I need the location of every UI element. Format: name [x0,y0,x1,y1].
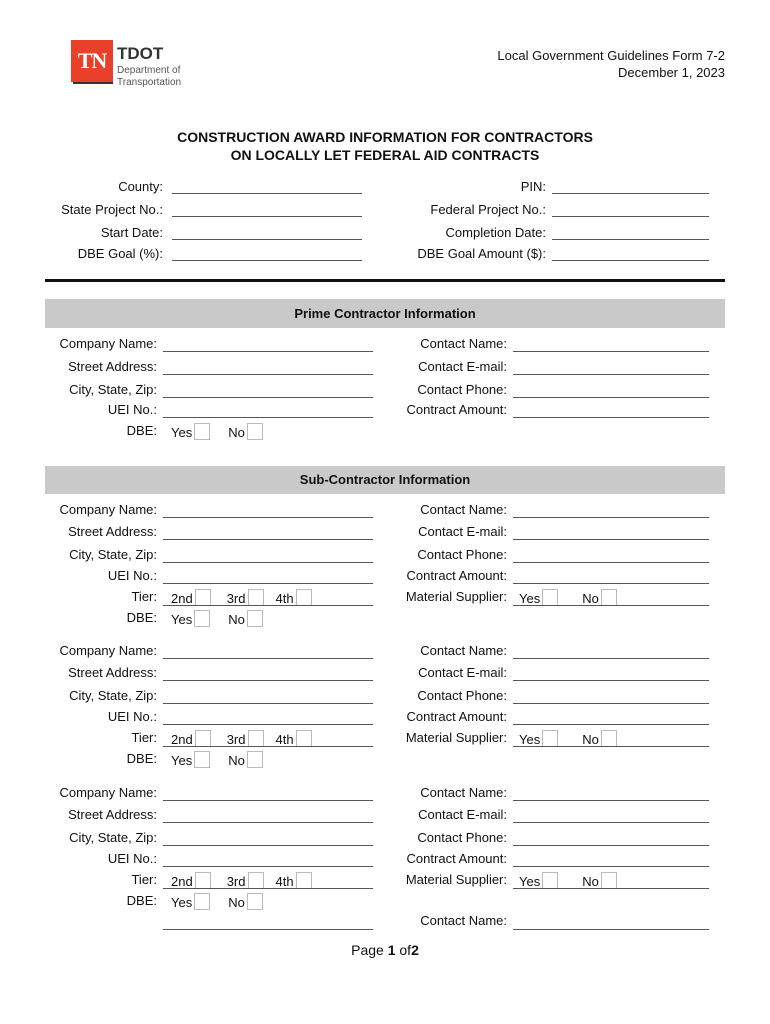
sub-dbe-option [228,895,263,910]
prime-field[interactable] [513,397,709,398]
sub-material-line[interactable] [513,605,709,606]
sub-label: Contact Phone: [417,688,507,703]
checkbox[interactable] [542,872,558,889]
checkbox[interactable] [247,751,263,768]
prime-field[interactable] [163,351,373,352]
option-label: 3rd [226,732,246,747]
sub-field[interactable] [513,517,709,518]
sub-dbe-label: DBE: [126,751,157,766]
sub-field[interactable] [513,724,709,725]
prime-label: Company Name: [59,336,157,351]
sub-material-line[interactable] [513,746,709,747]
sub-dbe-option [228,612,263,627]
sub-label: City, State, Zip: [69,688,157,703]
page-total: 2 [411,942,419,958]
checkbox[interactable] [194,751,210,768]
sub-label: Contract Amount: [406,709,507,724]
project-label: PIN: [520,179,546,194]
sub-field[interactable] [513,658,709,659]
page-prefix: Page [351,942,384,958]
option-label: No [228,753,245,768]
prime-label: Contact Phone: [417,382,507,397]
project-field[interactable] [172,260,362,261]
prime-label: Street Address: [68,359,157,374]
sub-field[interactable] [163,866,373,867]
sub-material-option [582,874,617,889]
sub-field[interactable] [163,800,373,801]
sub-field[interactable] [163,724,373,725]
sub-label: Company Name: [59,643,157,658]
sub-field[interactable] [513,845,709,846]
sub-dbe-option [171,612,210,627]
sub-material-label: Material Supplier: [405,589,507,604]
prime-dbe [171,423,263,441]
sub-tier-line[interactable] [163,746,373,747]
sub-field[interactable] [513,929,709,930]
sub-label: Contact Phone: [417,547,507,562]
sub-label: Contact E-mail: [418,807,507,822]
project-label: Completion Date: [445,225,546,240]
option-label: No [228,612,245,627]
sub-label: Contact Name: [420,643,507,658]
checkbox[interactable] [194,893,210,910]
sub-label: Street Address: [68,807,157,822]
logo-sub1: Department of [117,65,181,76]
checkbox[interactable] [194,610,210,627]
sub-label: Company Name: [59,785,157,800]
sub-dbe [171,610,263,628]
sub-tier-line[interactable] [163,888,373,889]
checkbox[interactable] [247,610,263,627]
sub-field[interactable] [513,562,709,563]
prime-field[interactable] [513,417,709,418]
sub-field[interactable] [163,583,373,584]
sub-field[interactable] [513,800,709,801]
checkbox[interactable] [195,589,211,606]
sub-material-option [582,732,617,747]
prime-field[interactable] [163,374,373,375]
sub-material-option [519,732,558,747]
project-field[interactable] [552,193,709,194]
prime-label: Contract Amount: [406,402,507,417]
option-label: Yes [171,753,193,768]
sub-tier-option [276,591,312,606]
checkbox[interactable] [195,730,211,747]
section-divider [45,279,725,282]
checkbox[interactable] [542,730,558,747]
checkbox[interactable] [248,589,264,606]
prime-field[interactable] [513,374,709,375]
sub-field[interactable] [163,562,373,563]
tn-logo-mark [71,40,113,82]
checkbox[interactable] [248,872,264,889]
prime-dbe-option [228,425,263,440]
sub-dbe [171,751,263,769]
logo-mark-text: TN [77,48,107,73]
sub-field[interactable] [163,658,373,659]
checkbox[interactable] [542,589,558,606]
sub-label: Street Address: [68,665,157,680]
sub-label: City, State, Zip: [69,547,157,562]
sub-field[interactable] [513,866,709,867]
checkbox[interactable] [296,730,312,747]
sub-material-option [519,874,558,889]
prime-label: UEI No.: [107,402,157,417]
option-label: 3rd [226,874,246,889]
sub-tier-option [227,591,264,606]
sub-label: Contact Name: [420,913,507,928]
sub-field[interactable] [513,703,709,704]
sub-label: Contact Name: [420,502,507,517]
option-label: 4th [275,732,294,747]
title-line-2: ON LOCALLY LET FEDERAL AID CONTRACTS [230,147,540,163]
project-field[interactable] [552,239,709,240]
prime-label: Contact Name: [420,336,507,351]
option-label: 3rd [226,591,246,606]
form-number: Local Government Guidelines Form 7-2 [497,48,725,63]
sub-label: UEI No.: [107,709,157,724]
sub-material-label: Material Supplier: [405,872,507,887]
prime-dbe-label: DBE: [126,423,157,438]
prime-field[interactable] [163,397,373,398]
project-field[interactable] [552,260,709,261]
project-field[interactable] [172,216,362,217]
sub-tier-option [171,732,211,747]
sub-tier-option [276,732,312,747]
sub-field[interactable] [513,822,709,823]
sub-field[interactable] [163,539,373,540]
option-label: 4th [275,591,294,606]
option-label: 2nd [171,591,193,606]
checkbox[interactable] [296,589,312,606]
sub-label: UEI No.: [107,851,157,866]
checkbox[interactable] [194,423,210,440]
checkbox[interactable] [248,730,264,747]
sub-tier-option [171,874,211,889]
option-label: No [228,425,245,440]
sub-field[interactable] [163,929,373,930]
option-label: 2nd [171,874,193,889]
project-field[interactable] [172,193,362,194]
sub-label: City, State, Zip: [69,830,157,845]
option-label: No [582,732,599,747]
logo-sub2: Transportation [117,77,182,88]
prime-section-header: Prime Contractor Information [45,299,725,328]
sub-dbe-option [228,753,263,768]
logo-underline [73,82,113,84]
sub-label: Contract Amount: [406,851,507,866]
option-label: No [582,591,599,606]
title-line-1: CONSTRUCTION AWARD INFORMATION FOR CONTRACTORS [177,129,593,145]
option-label: Yes [519,874,541,889]
page-indicator [0,942,770,958]
logo-name: TDOT [117,44,164,63]
project-label: DBE Goal (%): [77,246,163,261]
sub-label: Contact Phone: [417,830,507,845]
checkbox[interactable] [247,423,263,440]
sub-label: Company Name: [59,502,157,517]
sub-dbe-label: DBE: [126,893,157,908]
sub-tier-label: Tier: [131,730,157,745]
project-label: County: [118,179,163,194]
page-of: of [399,942,412,958]
checkbox[interactable] [195,872,211,889]
sub-dbe-label: DBE: [126,610,157,625]
option-label: Yes [171,425,193,440]
sub-label: Contact Name: [420,785,507,800]
sub-label: Contract Amount: [406,568,507,583]
sub-material-label: Material Supplier: [405,730,507,745]
prime-field[interactable] [513,351,709,352]
sub-label: Contact E-mail: [418,524,507,539]
project-field[interactable] [172,239,362,240]
option-label: Yes [171,895,193,910]
sub-field[interactable] [513,680,709,681]
sub-label: UEI No.: [107,568,157,583]
sub-field[interactable] [163,517,373,518]
sub-dbe-option [171,895,210,910]
sub-material-line[interactable] [513,888,709,889]
sub-tier-line[interactable] [163,605,373,606]
prime-label: Contact E-mail: [418,359,507,374]
checkbox[interactable] [296,872,312,889]
option-label: Yes [171,612,193,627]
project-label: Federal Project No.: [430,202,546,217]
sub-field[interactable] [163,822,373,823]
sub-tier-option [227,874,264,889]
sub-field[interactable] [513,539,709,540]
sub-material-option [519,591,558,606]
option-label: Yes [519,732,541,747]
project-label: State Project No.: [61,202,163,217]
sub-field[interactable] [513,583,709,584]
option-label: No [582,874,599,889]
project-label: Start Date: [100,225,163,240]
option-label: 2nd [171,732,193,747]
option-label: No [228,895,245,910]
sub-field[interactable] [163,680,373,681]
sub-tier-option [171,591,211,606]
sub-material-option [582,591,617,606]
page-current: 1 [387,942,396,958]
sub-label: Contact E-mail: [418,665,507,680]
project-label: DBE Goal Amount ($): [417,246,546,261]
sub-field[interactable] [163,703,373,704]
option-label: 4th [275,874,294,889]
sub-dbe-option [171,753,210,768]
checkbox[interactable] [601,730,617,747]
option-label: Yes [519,591,541,606]
project-field[interactable] [552,216,709,217]
sub-section-header: Sub-Contractor Information [45,466,725,494]
form-date: December 1, 2023 [618,65,725,80]
checkbox[interactable] [601,872,617,889]
checkbox[interactable] [247,893,263,910]
sub-tier-option [276,874,312,889]
prime-field[interactable] [163,417,373,418]
sub-tier-label: Tier: [131,872,157,887]
sub-tier-label: Tier: [131,589,157,604]
checkbox[interactable] [601,589,617,606]
sub-field[interactable] [163,845,373,846]
sub-tier-option [227,732,264,747]
prime-label: City, State, Zip: [69,382,157,397]
sub-dbe [171,893,263,911]
prime-dbe-option [171,425,210,440]
sub-label: Street Address: [68,524,157,539]
